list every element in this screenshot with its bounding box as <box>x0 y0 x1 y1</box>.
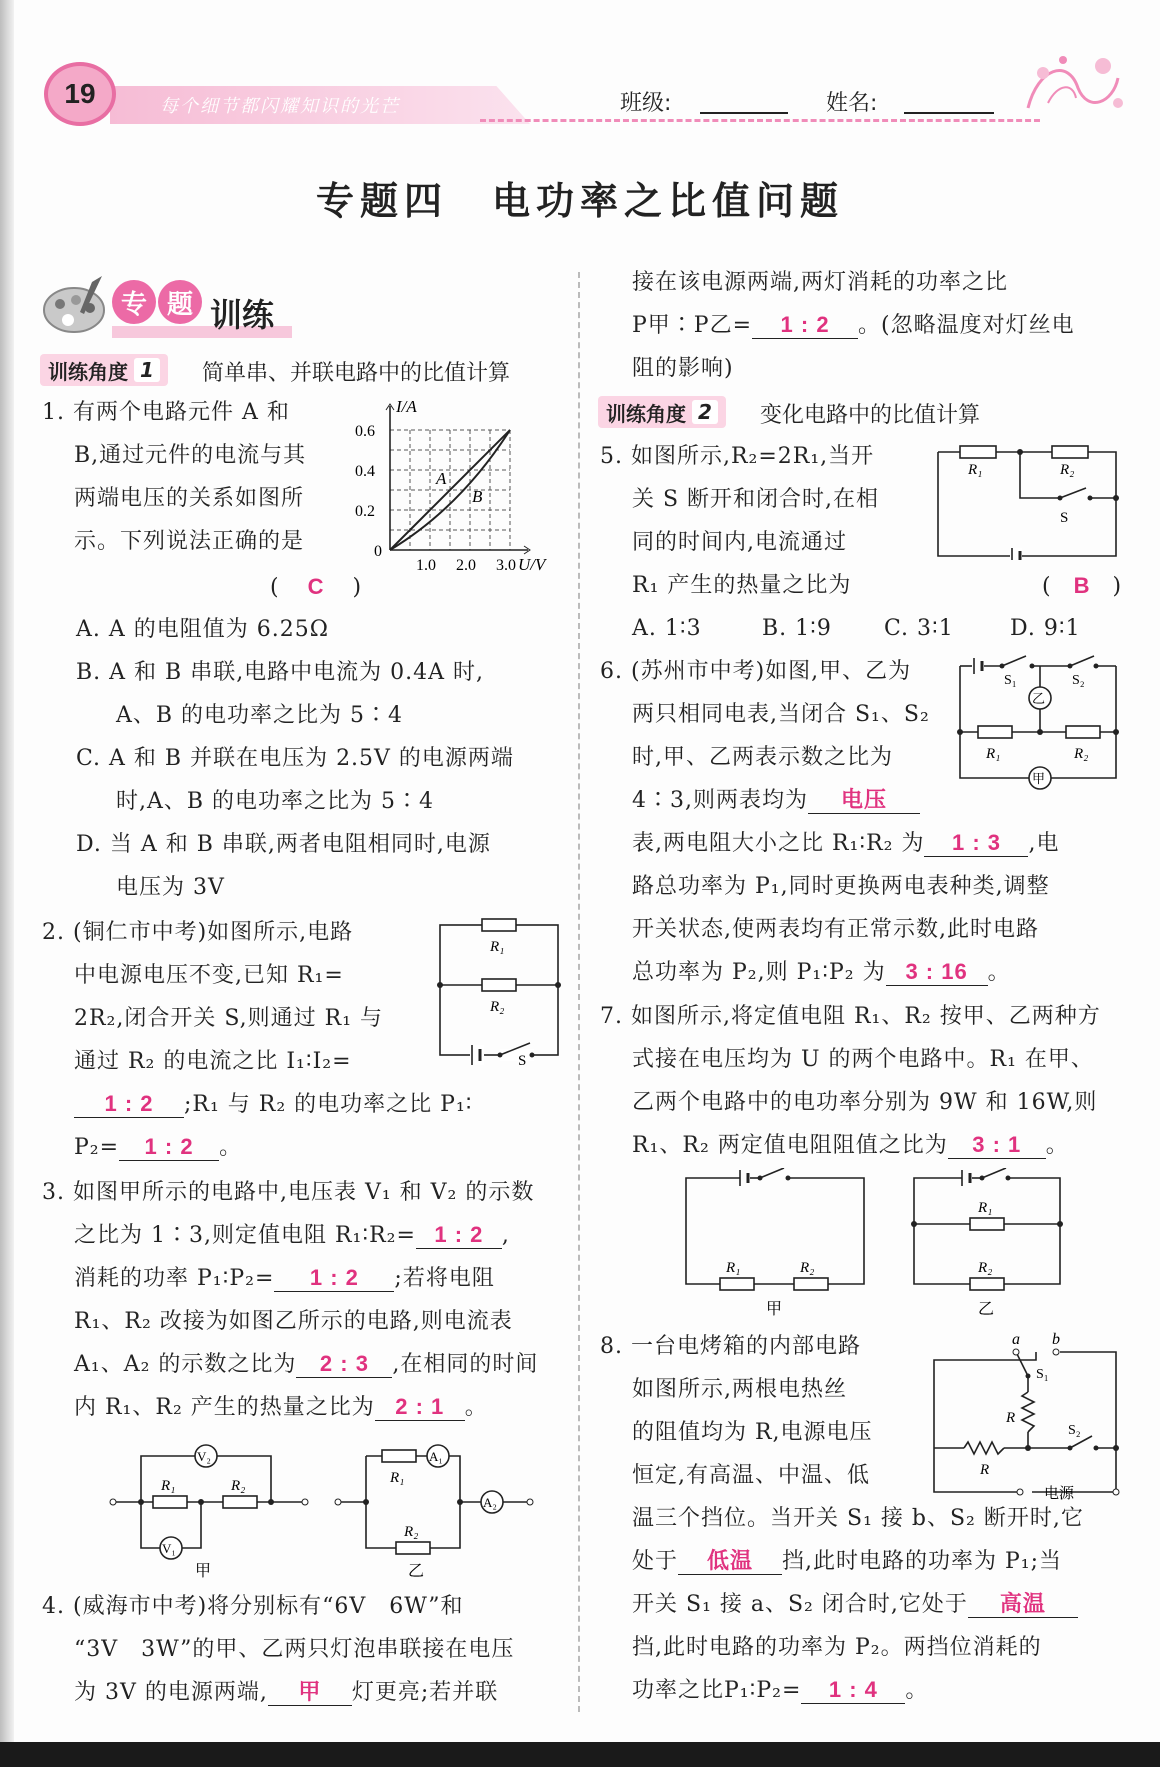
q3-circuit-a <box>105 1440 315 1580</box>
curve-a-label: A <box>436 469 447 488</box>
class-field[interactable] <box>700 112 788 114</box>
q8-text: 处于 <box>632 1549 679 1574</box>
paren-left: ( <box>270 575 280 600</box>
q6-text: 4∶3,则两表均为 <box>632 788 808 813</box>
q8-line: 挡,此时电路的功率为 P₂。两挡位消耗的 <box>632 1635 1042 1660</box>
class-label: 班级: <box>620 91 672 116</box>
q6-answer-2[interactable]: 1 : 3 <box>924 830 1028 857</box>
q7-line: 式接在电压均为 U 的两个电路中。R₁ 在甲、 <box>632 1047 1094 1072</box>
caption-jia: 甲 <box>766 1301 783 1318</box>
r1-label: R₁ <box>161 1478 176 1494</box>
palette-icon <box>40 274 112 336</box>
q1-answer[interactable]: C <box>307 574 325 599</box>
q1-line: B,通过元件的电流与其 <box>74 443 307 468</box>
q5-line: 关 S 断开和闭合时,在相 <box>632 487 880 512</box>
power-source-label: 电源 <box>1044 1486 1075 1500</box>
angle-tag-label: 训练角度 <box>606 401 686 426</box>
q6-line: 6. (苏州市中考)如图,甲、乙为 <box>600 659 912 684</box>
q2-answer-1[interactable]: 1 : 2 <box>74 1091 184 1118</box>
q2-line <box>74 1090 473 1120</box>
q2-text: ;R₁ 与 R₂ 的电功率之比 P₁∶ <box>184 1092 473 1117</box>
q6-text: 。 <box>987 960 1011 985</box>
q4-line <box>74 1678 498 1708</box>
q2-line: 2. (铜仁市中考)如图所示,电路 <box>42 920 354 945</box>
angle-tag-number: 1 <box>134 358 160 382</box>
q5-line: 同的时间内,电流通过 <box>632 530 847 555</box>
paren-right: ) <box>1112 574 1123 599</box>
q4-line: 4. (威海市中考)将分别标有“6V 6W”和 <box>42 1594 464 1619</box>
q6-text: ,电 <box>1028 831 1060 856</box>
a1-label: A₁ <box>429 1449 443 1464</box>
header-motto: 每个细节都闪耀知识的光芒 <box>160 96 400 117</box>
caption-yi: 乙 <box>978 1301 995 1318</box>
q5-line: R₁ 产生的热量之比为 <box>632 573 852 598</box>
x-tick: 2.0 <box>456 557 476 573</box>
meter-yi-label: 乙 <box>1032 691 1046 706</box>
paren-right: ) <box>352 575 363 600</box>
q5-answer[interactable]: B <box>1073 573 1091 598</box>
q3-text: 之比为 1∶3,则定值电阻 R₁∶R₂= <box>74 1223 416 1248</box>
page-number: 19 <box>44 62 116 126</box>
section-bubble-1: 专 <box>112 280 156 324</box>
q3-circuit-b <box>330 1440 545 1580</box>
q3-line: R₁、R₂ 改接为如图乙所示的电路,则电流表 <box>74 1309 513 1334</box>
q4-answer-1[interactable]: 甲 <box>268 1679 352 1706</box>
q3-answer-1[interactable]: 1 : 2 <box>416 1222 502 1249</box>
q5-option: C. 3∶1 <box>884 616 954 641</box>
q8-line <box>632 1590 1078 1620</box>
q4-line <box>632 311 1075 341</box>
q4-answer-2[interactable]: 1 : 2 <box>752 312 858 339</box>
q3-answer-3[interactable]: 2 : 3 <box>296 1351 392 1378</box>
q8-text: 功率之比P₁∶P₂= <box>632 1678 802 1703</box>
x-tick: 1.0 <box>416 557 436 573</box>
s2-label: S₂ <box>1068 1423 1081 1438</box>
x-tick: 3.0 <box>496 557 516 573</box>
v1-label: V₁ <box>162 1541 176 1556</box>
q7-answer-1[interactable]: 3 : 1 <box>948 1132 1046 1159</box>
y-tick: 0.4 <box>355 463 375 480</box>
r1-label: R₁ <box>726 1260 741 1276</box>
q5-option: A. 1∶3 <box>632 616 702 641</box>
q2-line: 中电源电压不变,已知 R₁= <box>74 963 344 988</box>
r2-label: R₂ <box>1074 746 1089 762</box>
q3-text: 消耗的功率 P₁∶P₂= <box>74 1266 275 1291</box>
q7-line <box>632 1131 1069 1161</box>
q2-line <box>74 1133 242 1163</box>
section-bubble-2: 题 <box>158 280 202 324</box>
x-axis-label: U/V <box>518 555 546 573</box>
q3-answer-4[interactable]: 2 : 1 <box>375 1394 465 1421</box>
caption-jia: 甲 <box>195 1563 212 1580</box>
section-title: 训练 <box>210 296 275 334</box>
q8-text: 挡,此时电路的功率为 P₁;当 <box>782 1549 1063 1574</box>
paren-left: ( <box>1042 574 1052 599</box>
page-title: 专题四 电功率之比值问题 <box>315 178 844 223</box>
name-field[interactable] <box>904 112 994 114</box>
q1-line: 两端电压的关系如图所 <box>74 486 305 511</box>
caption-yi: 乙 <box>408 1563 425 1580</box>
q1-option: A. A 的电阻值为 6.25Ω <box>76 617 329 642</box>
q1-option: 电压为 3V <box>116 875 225 900</box>
q3-text: , <box>501 1223 510 1248</box>
page-shadow <box>0 0 14 1767</box>
q8-answer-3[interactable]: 1 : 4 <box>801 1677 905 1704</box>
q7-circuit-b <box>908 1168 1068 1320</box>
q3-answer-2[interactable]: 1 : 2 <box>274 1265 394 1292</box>
y-tick: 0.2 <box>355 503 375 520</box>
s1-label: S₁ <box>1004 673 1017 688</box>
q7-line: 乙两个电路中的电功率分别为 9W 和 16W,则 <box>632 1090 1098 1115</box>
column-divider <box>578 272 580 1712</box>
q2-answer-2[interactable]: 1 : 2 <box>119 1134 219 1161</box>
q4-line: 阻的影响) <box>632 356 734 381</box>
q3-line <box>74 1393 488 1423</box>
q8-circuit <box>920 1332 1120 1500</box>
q4-text: 为 3V 的电源两端, <box>74 1680 268 1705</box>
q6-line: 时,甲、乙两表示数之比为 <box>632 745 893 770</box>
r1-label: R₁ <box>986 746 1001 762</box>
r2-label: R₂ <box>978 1260 993 1276</box>
curve-b-label: B <box>472 487 483 506</box>
terminal-a-label: a <box>1012 1332 1020 1348</box>
q6-text: 总功率为 P₂,则 P₁∶P₂ 为 <box>632 960 886 985</box>
switch-label: S <box>518 1053 527 1065</box>
q4-text: 。(忽略温度对灯丝电 <box>858 313 1075 338</box>
switch-label: S <box>1060 510 1069 526</box>
q3-text: ,在相同的时间 <box>392 1352 539 1377</box>
q7-line: 7. 如图所示,将定值电阻 R₁、R₂ 按甲、乙两种方 <box>600 1004 1101 1029</box>
q5-option: B. 1∶9 <box>762 616 832 641</box>
q5-choice-paren <box>1042 571 1122 602</box>
r1-label: R₁ <box>490 939 505 955</box>
y-tick: 0 <box>374 543 382 560</box>
q7-text: 。 <box>1045 1133 1069 1158</box>
terminal-b-label: b <box>1052 1332 1060 1348</box>
r2-label: R₂ <box>1060 462 1075 478</box>
q6-answer-1[interactable]: 电压 <box>808 787 920 814</box>
q5-option: D. 9∶1 <box>1010 616 1081 641</box>
q1-option: C. A 和 B 并联在电压为 2.5V 的电源两端 <box>76 746 514 771</box>
r1-label: R₁ <box>390 1470 405 1486</box>
q6-line <box>632 829 1059 859</box>
q1-option: B. A 和 B 串联,电路中电流为 0.4A 时, <box>76 660 485 685</box>
training-angle-tag-1 <box>40 354 168 386</box>
q3-text: 。 <box>464 1395 488 1420</box>
angle-tag-number: 2 <box>692 400 718 424</box>
q1-line: 1. 有两个电路元件 A 和 <box>42 400 290 425</box>
angle-title-1: 简单串、并联电路中的比值计算 <box>202 361 511 386</box>
q2-text: 。 <box>219 1135 243 1160</box>
q8-line <box>632 1547 1062 1577</box>
q8-text: 。 <box>905 1678 929 1703</box>
r2-label: R₂ <box>231 1478 246 1494</box>
q8-line <box>632 1676 928 1706</box>
q8-line: 恒定,有高温、中温、低 <box>632 1463 870 1488</box>
v2-label: V₂ <box>197 1449 211 1464</box>
a2-label: A₂ <box>483 1495 497 1510</box>
q8-line: 如图所示,两根电热丝 <box>632 1377 847 1402</box>
s1-label: S₁ <box>1036 1367 1049 1382</box>
q5-line: 5. 如图所示,R₂=2R₁,当开 <box>600 444 875 469</box>
q4-line: “3V 3W”的甲、乙两只灯泡串联接在电压 <box>74 1637 515 1662</box>
q8-answer-1[interactable]: 低温 <box>678 1548 782 1575</box>
q8-line: 8. 一台电烤箱的内部电路 <box>600 1334 861 1359</box>
q4-text: P甲∶P乙= <box>632 313 753 338</box>
r-label-vertical: R <box>1006 1410 1016 1426</box>
q6-line <box>632 786 920 816</box>
q3-line <box>74 1350 538 1380</box>
q3-text: ;若将电阻 <box>394 1266 495 1291</box>
y-axis-label: I/A <box>396 398 417 416</box>
q4-text: 灯更亮;若并联 <box>351 1680 499 1705</box>
q2-circuit <box>430 915 570 1065</box>
q2-line: 2R₂,闭合开关 S,则通过 R₁ 与 <box>74 1006 384 1031</box>
meter-jia-label: 甲 <box>1032 771 1046 786</box>
q6-line: 开关状态,使两表均有正常示数,此时电路 <box>632 917 1039 942</box>
q5-circuit <box>930 438 1130 560</box>
s2-label: S₂ <box>1072 673 1085 688</box>
q3-line: 3. 如图甲所示的电路中,电压表 V₁ 和 V₂ 的示数 <box>42 1180 535 1205</box>
q3-line <box>74 1264 495 1294</box>
q1-option: 时,A、B 的电功率之比为 5∶4 <box>116 789 435 814</box>
q6-answer-3[interactable]: 3 : 16 <box>886 959 988 986</box>
q1-line: 示。下列说法正确的是 <box>74 529 305 554</box>
flourish-icon <box>1018 48 1128 128</box>
q7-circuit-a <box>680 1168 870 1320</box>
r2-label: R₂ <box>490 999 505 1015</box>
r1-label: R₁ <box>968 462 983 478</box>
q6-line: 路总功率为 P₁,同时更换两电表种类,调整 <box>632 874 1050 899</box>
q8-text: 开关 S₁ 接 a、S₂ 闭合时,它处于 <box>632 1592 968 1617</box>
training-angle-tag-2 <box>598 396 726 428</box>
y-tick: 0.6 <box>355 423 375 440</box>
q6-text: 表,两电阻大小之比 R₁∶R₂ 为 <box>632 831 925 856</box>
q8-line: 温三个挡位。当开关 S₁ 接 b、S₂ 断开时,它 <box>632 1506 1084 1531</box>
header-divider <box>480 119 1040 122</box>
r1-label: R₁ <box>978 1200 993 1216</box>
q3-text: 内 R₁、R₂ 产生的热量之比为 <box>74 1395 375 1420</box>
bottom-bar <box>0 1742 1160 1767</box>
q6-line: 两只相同电表,当闭合 S₁、S₂ <box>632 702 930 727</box>
q6-circuit <box>950 652 1130 794</box>
q1-option: D. 当 A 和 B 串联,两者电阻相同时,电源 <box>76 832 491 857</box>
q1-option: A、B 的电功率之比为 5∶4 <box>116 703 404 728</box>
q6-line <box>632 958 1011 988</box>
angle-title-2: 变化电路中的比值计算 <box>760 403 981 428</box>
r2-label: R₂ <box>404 1524 419 1540</box>
r-label-horizontal: R <box>980 1462 990 1478</box>
q4-line: 接在该电源两端,两灯消耗的功率之比 <box>632 270 1008 295</box>
q8-line: 的阻值均为 R,电源电压 <box>632 1420 873 1445</box>
q3-text: A₁、A₂ 的示数之比为 <box>74 1352 297 1377</box>
q2-line: 通过 R₂ 的电流之比 I₁∶I₂= <box>74 1049 352 1074</box>
angle-tag-label: 训练角度 <box>48 359 128 384</box>
r2-label: R₂ <box>800 1260 815 1276</box>
q7-text: R₁、R₂ 两定值电阻阻值之比为 <box>632 1133 948 1158</box>
q8-answer-2[interactable]: 高温 <box>968 1591 1078 1618</box>
q2-text: P₂= <box>74 1135 120 1160</box>
name-label: 姓名: <box>826 91 878 116</box>
iu-graph <box>350 398 565 573</box>
q1-choice-paren <box>270 572 362 603</box>
q3-line <box>74 1221 510 1251</box>
